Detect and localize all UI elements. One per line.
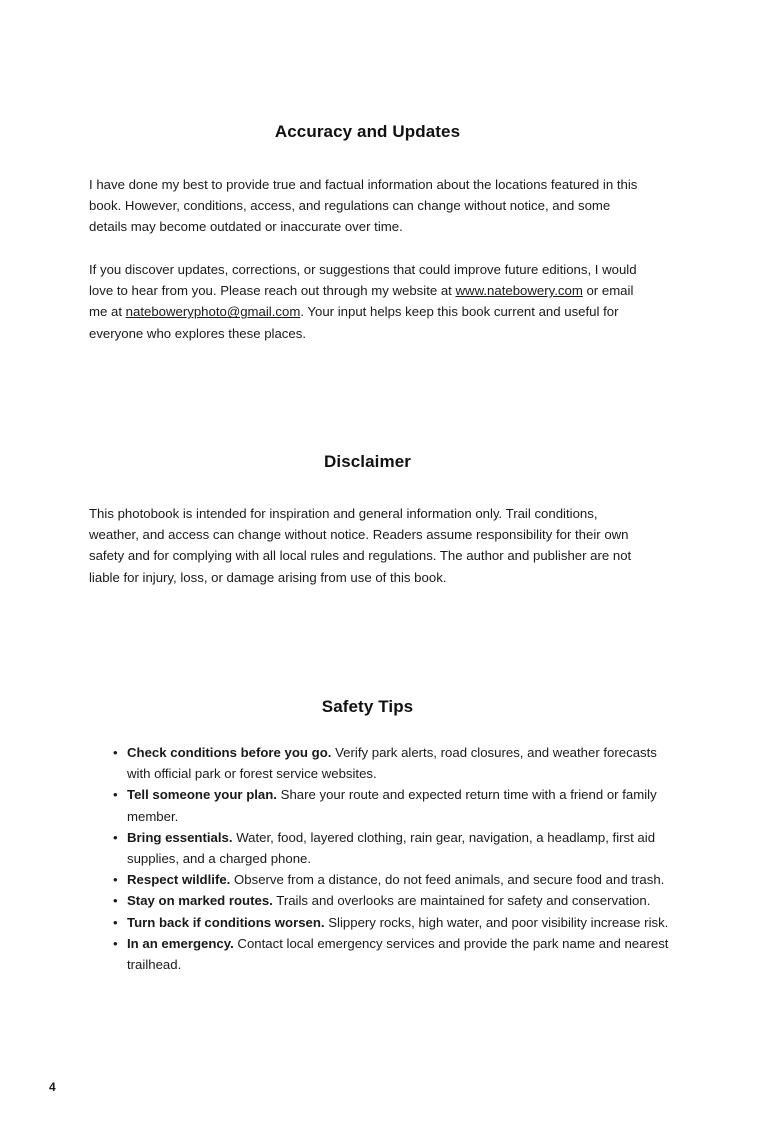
list-item bbox=[113, 827, 670, 869]
heading-disclaimer: Disclaimer bbox=[324, 452, 411, 471]
list-item-text: Observe from a distance, do not feed animals, and secure food and trash. bbox=[230, 872, 665, 888]
bullet-icon: • bbox=[113, 787, 118, 803]
list-item-text: Share your route and expected return time with a friend or family member. bbox=[127, 787, 657, 824]
list-item-text: Slippery rocks, high water, and poor visibility increase risk. bbox=[324, 914, 669, 930]
paragraph-disclaimer: This photobook is intended for inspiration and general information only. Trail conditions, weather, and access can change without notice. Readers assume responsibility for their own safety and for complying with all local rules and regulations. The author and publisher are not liable for injury, loss, or damage arising from use of this book. bbox=[89, 506, 632, 585]
safety-tips-list bbox=[89, 742, 670, 975]
paragraph-accuracy-contact-text-2: or email me at bbox=[89, 283, 634, 320]
list-item bbox=[113, 869, 670, 890]
bullet-icon: • bbox=[113, 872, 118, 888]
list-item-lead: Respect wildlife. bbox=[127, 872, 231, 888]
list-item bbox=[113, 912, 670, 933]
list-item-lead: Tell someone your plan. bbox=[127, 787, 277, 803]
list-item bbox=[113, 890, 670, 911]
list-item-lead: Check conditions before you go. bbox=[127, 745, 332, 760]
bullet-icon: • bbox=[113, 829, 118, 845]
paragraph-accuracy-contact bbox=[89, 259, 646, 344]
list-item-lead: In an emergency. bbox=[127, 935, 234, 951]
heading-safety-tips: Safety Tips bbox=[321, 697, 414, 716]
paragraph-accuracy-contact-text-3: . Your input helps keep this book current and useful for everyone who explores these places. bbox=[89, 304, 619, 341]
list-item bbox=[113, 784, 670, 826]
bullet-icon: • bbox=[113, 745, 118, 760]
list-item bbox=[113, 742, 670, 784]
list-item-text: Verify park alerts, road closures, and weather forecasts with official park or forest service websites. bbox=[127, 745, 657, 782]
paragraph-accuracy-contact-text-1: If you discover updates, corrections, or suggestions that could improve future editions, I would love to hear from you. Please reach out through my website at bbox=[89, 262, 637, 299]
website-link[interactable]: www.natebowery.com bbox=[455, 283, 583, 299]
email-link[interactable]: nateboweryphoto@gmail.com bbox=[125, 304, 301, 320]
list-item-text: Contact local emergency services and provide the park name and nearest trailhead. bbox=[127, 935, 669, 973]
list-item-text: Water, food, layered clothing, rain gear, navigation, a headlamp, first aid supplies, and a charged phone. bbox=[127, 829, 656, 867]
heading-accuracy-and-updates: Accuracy and Updates bbox=[274, 122, 461, 141]
bullet-icon: • bbox=[113, 914, 118, 930]
paragraph-accuracy-intro: I have done my best to provide true and factual information about the locations featured in this book. However, conditions, access, and regulations can change without notice, and some details may become outdated or inaccurate over time. bbox=[89, 177, 638, 235]
bullet-icon: • bbox=[113, 893, 118, 909]
list-item-text: Trails and overlooks are maintained for safety and conservation. bbox=[272, 893, 651, 909]
list-item-lead: Bring essentials. bbox=[127, 829, 233, 845]
list-item-lead: Turn back if conditions worsen. bbox=[127, 914, 325, 930]
list-item-lead: Stay on marked routes. bbox=[127, 893, 273, 909]
list-item bbox=[113, 933, 670, 975]
page-number: 4 bbox=[49, 1080, 56, 1094]
bullet-icon: • bbox=[113, 935, 118, 951]
